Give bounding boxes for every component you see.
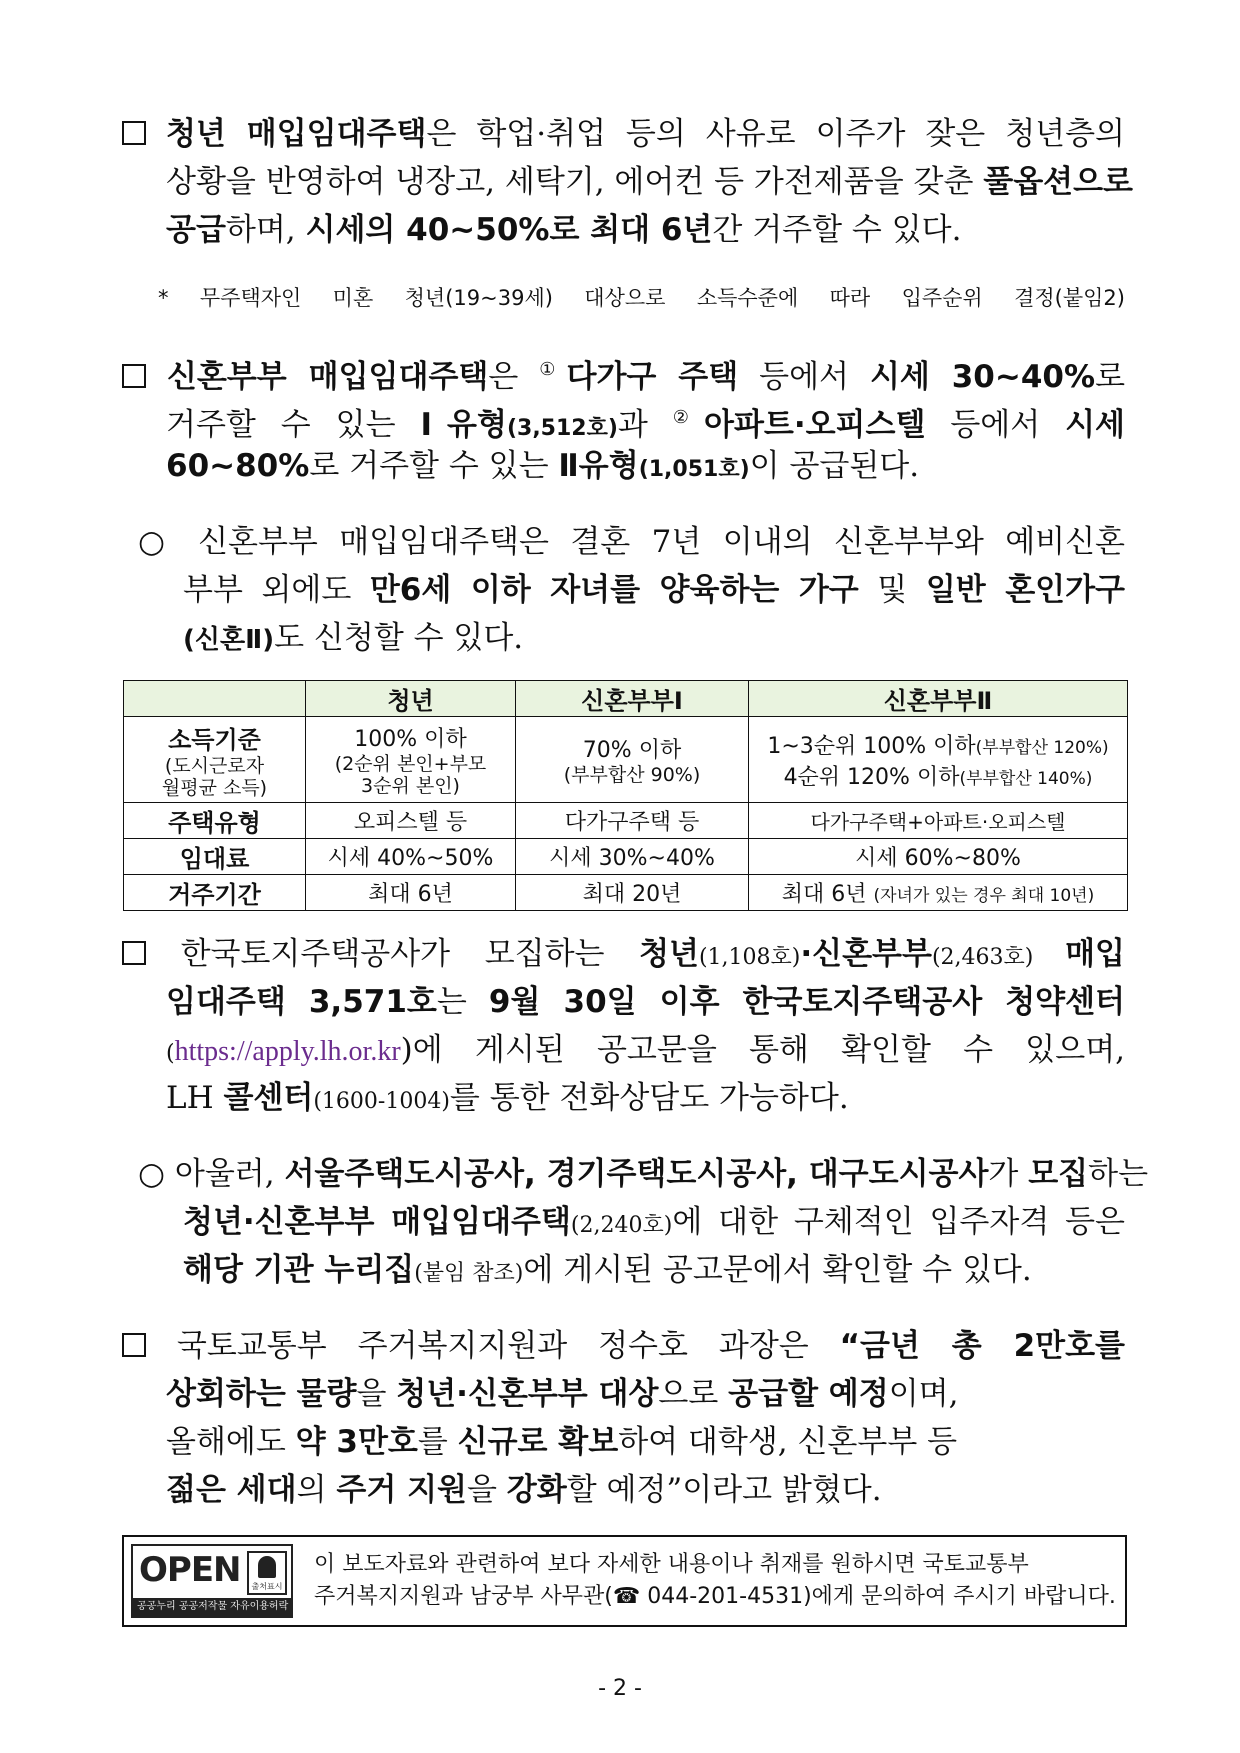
youth-type: 오피스텔 등 bbox=[306, 803, 516, 839]
rent-label: 임대료 bbox=[124, 839, 306, 875]
s5-text: ○ 아울러, bbox=[138, 1156, 285, 1192]
s2-bold: Ⅰ유형 bbox=[420, 407, 507, 443]
s2-bold: Ⅱ유형 bbox=[558, 448, 639, 484]
income-label-cell bbox=[124, 717, 306, 803]
s2-bold: 시세 30~40% bbox=[869, 359, 1096, 395]
s6-bold: “금년 총 2만호를 bbox=[839, 1328, 1125, 1364]
s4-bold: 청년 bbox=[639, 936, 699, 972]
s4-small: (1600-1004) bbox=[313, 1089, 450, 1114]
s6-bold: 신규로 확보 bbox=[457, 1424, 619, 1460]
s2-bold: 다가구 주택 bbox=[566, 359, 739, 395]
s6-bold: 약 3만호 bbox=[295, 1424, 418, 1460]
s1-bold: 시세의 40~50%로 최대 6년 bbox=[305, 212, 713, 248]
contact-line: 이 보도자료와 관련하여 보다 자세한 내용이나 취재를 원하시면 국토교통부 bbox=[314, 1552, 1029, 1577]
s4-small: (1,108호) bbox=[698, 945, 801, 970]
kogl-open-logo bbox=[131, 1544, 293, 1618]
s5-bold: 서울주택도시공사, 경기주택도시공사, 대구도시공사 bbox=[284, 1156, 989, 1192]
s2-bold-small: (3,512호) bbox=[506, 416, 618, 441]
s2-bold: 시세 bbox=[1065, 407, 1125, 443]
open-license-box bbox=[122, 1535, 1127, 1627]
apply-site-link[interactable]: https://apply.lh.or.kr bbox=[174, 1036, 401, 1067]
s1-text: 상황을 반영하여 냉장고, 세탁기, 에어컨 등 가전제품을 갖춘 bbox=[166, 164, 984, 200]
s4-text: )에 게시된 공고문을 통해 확인할 수 있으며, bbox=[400, 1032, 1125, 1068]
s5-text: 에 대한 구체적인 입주자격 등은 bbox=[672, 1204, 1126, 1240]
s3-bold: 만6세 이하 자녀를 양육하는 가구 bbox=[369, 572, 859, 608]
youth-rent: 시세 40%~50% bbox=[306, 839, 516, 875]
youth-income-sub: (2순위 본인+부모 bbox=[334, 753, 487, 775]
table-row-period bbox=[124, 875, 1128, 911]
s6-text: 을 bbox=[466, 1472, 507, 1508]
n1-period: 최대 20년 bbox=[516, 875, 749, 911]
s2-text: 이 공급된다. bbox=[749, 448, 920, 484]
contact-info bbox=[314, 1549, 1116, 1613]
s6-text: 할 예정”이라고 밝혔다. bbox=[566, 1472, 882, 1508]
s6-bold: 젊은 세대 bbox=[166, 1472, 297, 1508]
s3-text: 도 신청할 수 있다. bbox=[274, 620, 524, 656]
attribution-icon bbox=[247, 1551, 287, 1595]
checkbox-icon bbox=[122, 941, 146, 965]
checkbox-icon bbox=[122, 364, 146, 388]
s5-small: (2,240호) bbox=[570, 1213, 673, 1238]
s5-small: (붙임 참조) bbox=[414, 1261, 524, 1286]
s2-text: 로 거주할 수 있는 bbox=[309, 448, 559, 484]
table-header-empty bbox=[124, 681, 306, 717]
period-label: 거주기간 bbox=[124, 875, 306, 911]
n2-income: 4순위 120% 이하 bbox=[783, 764, 960, 790]
n2-income: 1~3순위 100% 이하 bbox=[767, 733, 976, 759]
n2-type: 다가구주택+아파트·오피스텔 bbox=[749, 803, 1128, 839]
s2-bold: 60~80% bbox=[166, 448, 310, 484]
n1-type: 다가구주택 등 bbox=[516, 803, 749, 839]
footnote-text: * 무주택자인 미혼 청년(19~39세) 대상으로 소득수준에 따라 입주순위 결정(붙임2) bbox=[158, 286, 1125, 310]
contact-line: 주거복지지원과 남궁부 사무관(☎ 044-201-4531)에게 문의하여 주시기 바랍니다. bbox=[314, 1584, 1116, 1609]
logo-caption: 공공누리 공공저작물 자유이용허락 bbox=[133, 1598, 291, 1616]
eligibility-table bbox=[123, 680, 1128, 911]
newlywed-housing-title: 신혼부부 매입임대주택 bbox=[166, 359, 489, 395]
s6-bold: 주거 지원 bbox=[336, 1472, 467, 1508]
n2-period-cell bbox=[749, 875, 1128, 911]
youth-income-sub: 3순위 본인) bbox=[361, 775, 460, 797]
s4-bold: 임대주택 3,571호 bbox=[166, 984, 437, 1020]
s2-text: 등에서 bbox=[925, 407, 1066, 443]
n2-period: 최대 6년 bbox=[781, 882, 874, 907]
table-row-rent bbox=[124, 839, 1128, 875]
s4-bold: 신혼부부 bbox=[812, 936, 932, 972]
table-header-youth: 청년 bbox=[306, 681, 516, 717]
s5-text: 가 bbox=[988, 1156, 1029, 1192]
n2-rent: 시세 60%~80% bbox=[749, 839, 1128, 875]
s6-text: 의 bbox=[296, 1472, 337, 1508]
s6-text: 이며, bbox=[888, 1376, 959, 1412]
s5-text: 하는 bbox=[1088, 1156, 1149, 1192]
open-logo-text: OPEN bbox=[139, 1550, 241, 1590]
n2-income-sub: (부부합산 140%) bbox=[959, 768, 1093, 789]
youth-income-cell bbox=[306, 717, 516, 803]
s6-text: 올해에도 bbox=[166, 1424, 296, 1460]
s4-text: 한국토지주택공사가 모집하는 bbox=[180, 936, 640, 972]
n1-income-sub: (부부합산 90%) bbox=[563, 764, 701, 786]
n2-income-sub: (부부합산 120%) bbox=[975, 737, 1109, 758]
s5-bold: 모집 bbox=[1028, 1156, 1089, 1192]
s2-text: 로 bbox=[1095, 359, 1126, 395]
s2-text: 거주할 수 있는 bbox=[166, 407, 421, 443]
s4-text: 는 bbox=[436, 984, 489, 1020]
n2-period-sub: (자녀가 있는 경우 최대 10년) bbox=[873, 886, 1095, 906]
s2-text: 은 bbox=[488, 359, 540, 395]
page-number: - 2 - bbox=[598, 1676, 642, 1701]
income-label: 소득기준 bbox=[168, 726, 261, 754]
s2-text: 과 bbox=[617, 407, 673, 443]
table-row-income bbox=[124, 717, 1128, 803]
table-header-row bbox=[124, 681, 1128, 717]
s1-bold: 풀옵션으로 bbox=[983, 164, 1133, 200]
s6-text: 을 bbox=[356, 1376, 397, 1412]
s3-bold: 일반 혼인가구 bbox=[925, 572, 1125, 608]
s4-bold: · bbox=[800, 936, 813, 972]
income-sub: 월평균 소득) bbox=[161, 777, 268, 799]
s2-bold: 아파트·오피스텔 bbox=[704, 407, 926, 443]
s6-bold: 상회하는 물량 bbox=[166, 1376, 357, 1412]
s1-bold: 공급 bbox=[166, 212, 226, 248]
s4-bold: 콜센터 bbox=[223, 1080, 314, 1116]
s2-bold-small: (1,051호) bbox=[638, 457, 750, 482]
s4-small: ( bbox=[166, 1041, 175, 1066]
n1-income-cell bbox=[516, 717, 749, 803]
income-sub: (도시근로자 bbox=[164, 755, 265, 777]
s4-text: 를 통한 전화상담도 가능하다. bbox=[449, 1080, 849, 1116]
youth-period: 최대 6년 bbox=[306, 875, 516, 911]
s5-bold: 해당 기관 누리집 bbox=[183, 1252, 415, 1288]
s6-bold: 공급할 예정 bbox=[728, 1376, 889, 1412]
circled-one: ① bbox=[539, 359, 567, 380]
s1-text: 하며, bbox=[225, 212, 306, 248]
s2-text: 등에서 bbox=[738, 359, 870, 395]
s6-bold: 청년·신혼부부 대상 bbox=[396, 1376, 659, 1412]
table-header-newlywed-1: 신혼부부Ⅰ bbox=[516, 681, 749, 717]
youth-housing-title: 청년 매입임대주택 bbox=[165, 116, 427, 152]
circled-two: ② bbox=[672, 407, 704, 428]
s1-text: 은 학업·취업 등의 사유로 이주가 잦은 청년층의 bbox=[426, 116, 1125, 152]
s4-small: (2,463호) bbox=[931, 945, 1066, 970]
s3-text: 부부 외에도 bbox=[183, 572, 370, 608]
badge-label: 출처표시 bbox=[251, 1582, 283, 1591]
n1-rent: 시세 30%~40% bbox=[516, 839, 749, 875]
table-header-newlywed-2: 신혼부부Ⅱ bbox=[749, 681, 1128, 717]
n2-income-cell bbox=[749, 717, 1128, 803]
s3-bold: (신혼Ⅱ) bbox=[183, 625, 275, 655]
s6-text: 를 bbox=[417, 1424, 458, 1460]
youth-income: 100% 이하 bbox=[354, 727, 467, 752]
s4-bold: 9월 30일 이후 한국토지주택공사 청약센터 bbox=[488, 984, 1125, 1020]
s5-text: 에 게시된 공고문에서 확인할 수 있다. bbox=[523, 1252, 1032, 1288]
n1-income: 70% 이하 bbox=[582, 738, 682, 763]
s3-text: ○ 신혼부부 매입임대주택은 결혼 7년 이내의 신혼부부와 예비신혼 bbox=[138, 524, 1125, 560]
s5-bold: 청년·신혼부부 매입임대주택 bbox=[183, 1204, 571, 1240]
s6-text: 으로 bbox=[658, 1376, 729, 1412]
checkbox-icon bbox=[122, 1333, 146, 1357]
table-row-type bbox=[124, 803, 1128, 839]
checkbox-icon bbox=[122, 121, 146, 145]
s6-text: 국토교통부 주거복지지원과 정수호 과장은 bbox=[176, 1328, 840, 1364]
s6-bold: 강화 bbox=[506, 1472, 567, 1508]
s4-bold: 매입 bbox=[1065, 936, 1125, 972]
type-label: 주택유형 bbox=[124, 803, 306, 839]
s4-text: LH bbox=[166, 1080, 224, 1116]
s3-text: 및 bbox=[858, 572, 926, 608]
s1-text: 간 거주할 수 있다. bbox=[712, 212, 962, 248]
s6-text: 하여 대학생, 신혼부부 등 bbox=[618, 1424, 958, 1460]
